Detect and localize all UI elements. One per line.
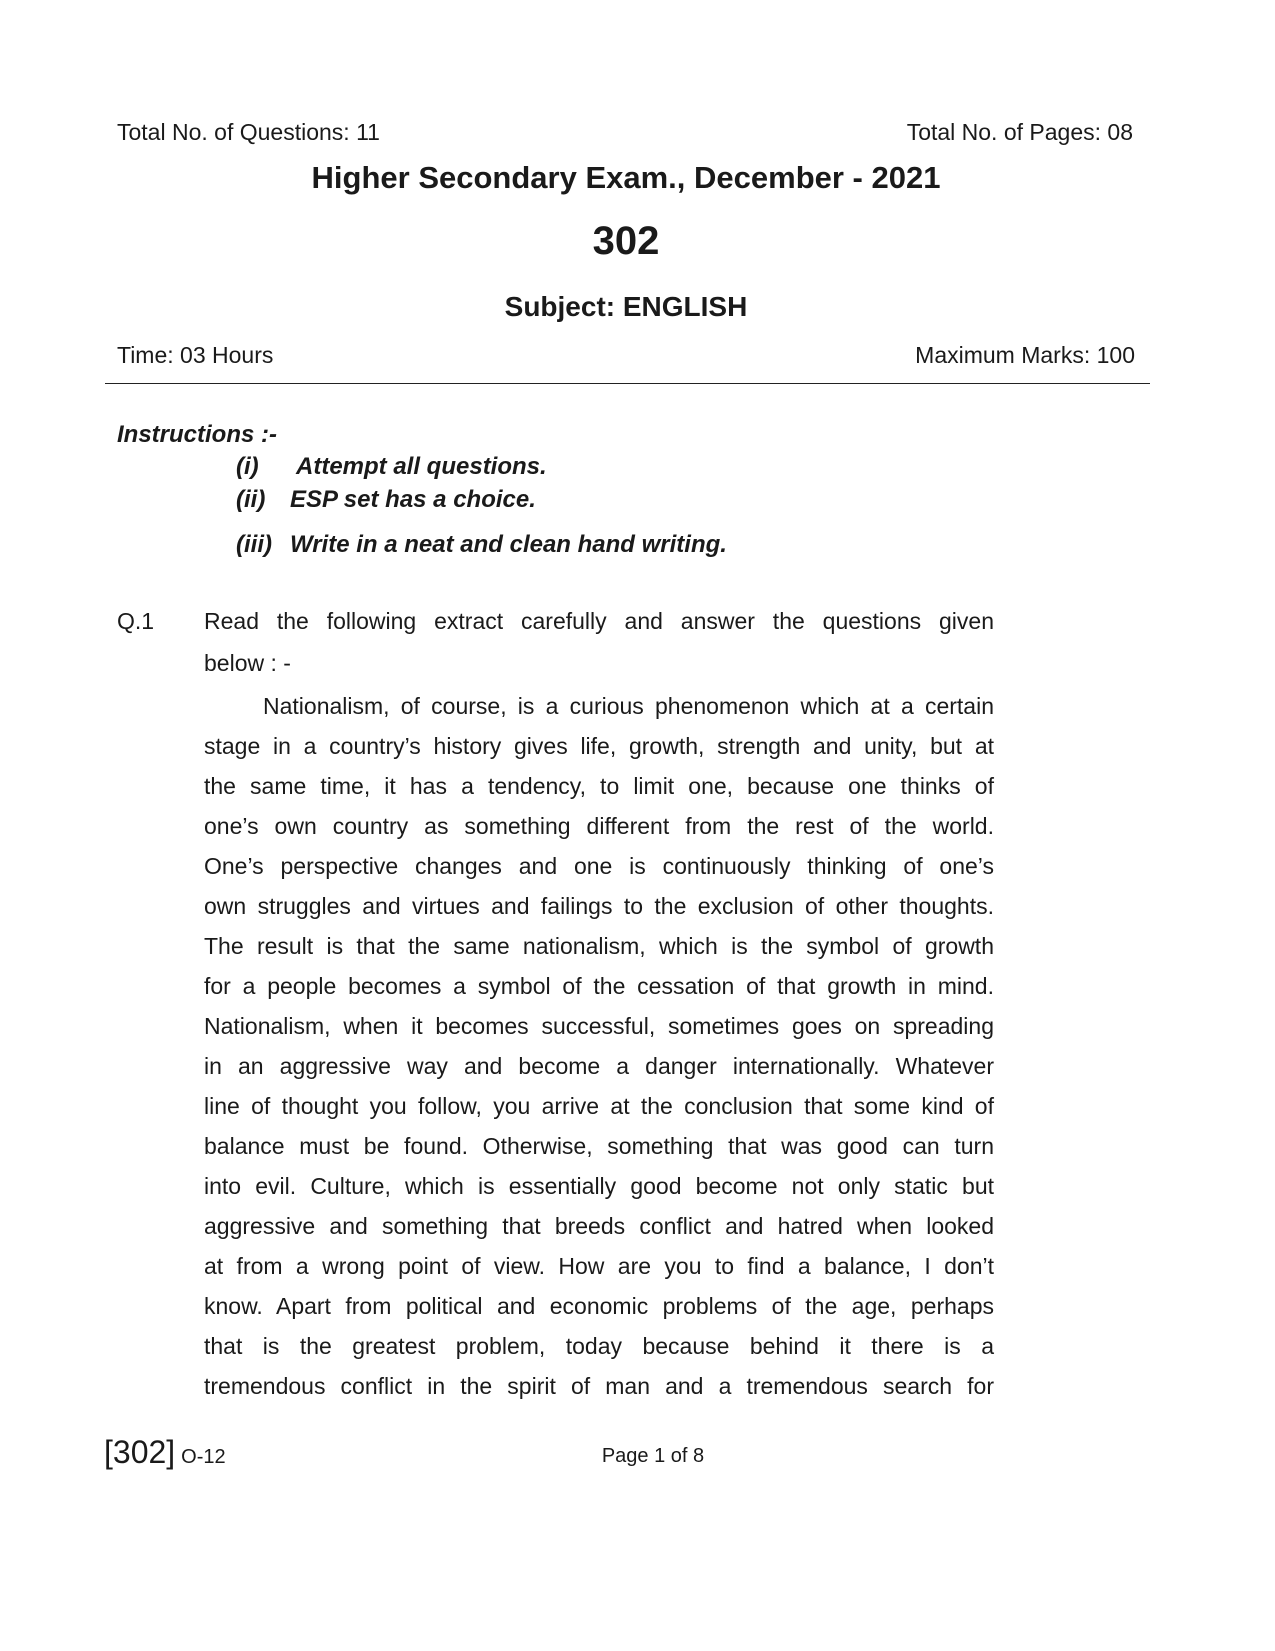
passage-line: know. Apart from political and economic problems of the age, perhaps bbox=[204, 1293, 994, 1319]
paper-code: 302 bbox=[592, 219, 660, 263]
instruction-number: (i) bbox=[236, 453, 259, 480]
instruction-number: (iii) bbox=[236, 531, 272, 558]
maximum-marks: Maximum Marks: 100 bbox=[915, 342, 1135, 368]
instruction-item bbox=[236, 453, 547, 481]
passage-line: the same time, it has a tendency, to limit one, because one thinks of bbox=[204, 773, 994, 799]
passage-line: for a people becomes a symbol of the cessation of that growth in mind. bbox=[204, 973, 994, 999]
instruction-item bbox=[236, 531, 727, 559]
subject-title: Subject: ENGLISH bbox=[504, 291, 748, 322]
instruction-text: ESP set has a choice. bbox=[290, 486, 536, 513]
passage-line: Nationalism, of course, is a curious phenomenon which at a certain bbox=[263, 693, 994, 719]
passage-line: One’s perspective changes and one is continuously thinking of one’s bbox=[204, 853, 994, 879]
passage-line: one’s own country as something different from the rest of the world. bbox=[204, 813, 994, 839]
exam-title: Higher Secondary Exam., December - 2021 bbox=[311, 160, 941, 195]
time-allowed: Time: 03 Hours bbox=[117, 342, 274, 368]
passage-line: aggressive and something that breeds conflict and hatred when looked bbox=[204, 1213, 994, 1239]
passage-line: stage in a country’s history gives life, growth, strength and unity, but at bbox=[204, 733, 994, 759]
question-number: Q.1 bbox=[117, 608, 155, 634]
instruction-text: Attempt all questions. bbox=[296, 453, 547, 480]
passage-line: own struggles and virtues and failings to the exclusion of other thoughts. bbox=[204, 893, 994, 919]
passage-line: that is the greatest problem, today because behind it there is a bbox=[204, 1333, 994, 1359]
passage-line: in an aggressive way and become a danger internationally. Whatever bbox=[204, 1053, 994, 1079]
instruction-number: (ii) bbox=[236, 486, 266, 513]
total-pages: Total No. of Pages: 08 bbox=[906, 119, 1133, 145]
passage-line: into evil. Culture, which is essentially good become not only static but bbox=[204, 1173, 994, 1199]
passage-line: line of thought you follow, you arrive at the conclusion that some kind of bbox=[204, 1093, 994, 1119]
instruction-text: Write in a neat and clean hand writing. bbox=[290, 531, 727, 558]
passage-line: Nationalism, when it becomes successful, sometimes goes on spreading bbox=[204, 1013, 994, 1039]
header-divider bbox=[105, 383, 1150, 384]
passage-line: at from a wrong point of view. How are you to find a balance, I don’t bbox=[204, 1253, 994, 1279]
page-number: Page 1 of 8 bbox=[601, 1445, 705, 1467]
passage-line: tremendous conflict in the spirit of man and a tremendous search for bbox=[204, 1373, 994, 1399]
instructions-heading: Instructions :- bbox=[117, 421, 277, 448]
question-text-line: below : - bbox=[204, 650, 291, 676]
passage-line: balance must be found. Otherwise, something that was good can turn bbox=[204, 1133, 994, 1159]
total-questions: Total No. of Questions: 11 bbox=[117, 119, 380, 145]
question-text-line: Read the following extract carefully and answer the questions given bbox=[204, 608, 994, 634]
footer-sub-code: O-12 bbox=[181, 1446, 226, 1468]
passage-line: The result is that the same nationalism, which is the symbol of growth bbox=[204, 933, 994, 959]
instruction-item bbox=[236, 486, 536, 514]
footer-code: [302] bbox=[104, 1434, 176, 1470]
